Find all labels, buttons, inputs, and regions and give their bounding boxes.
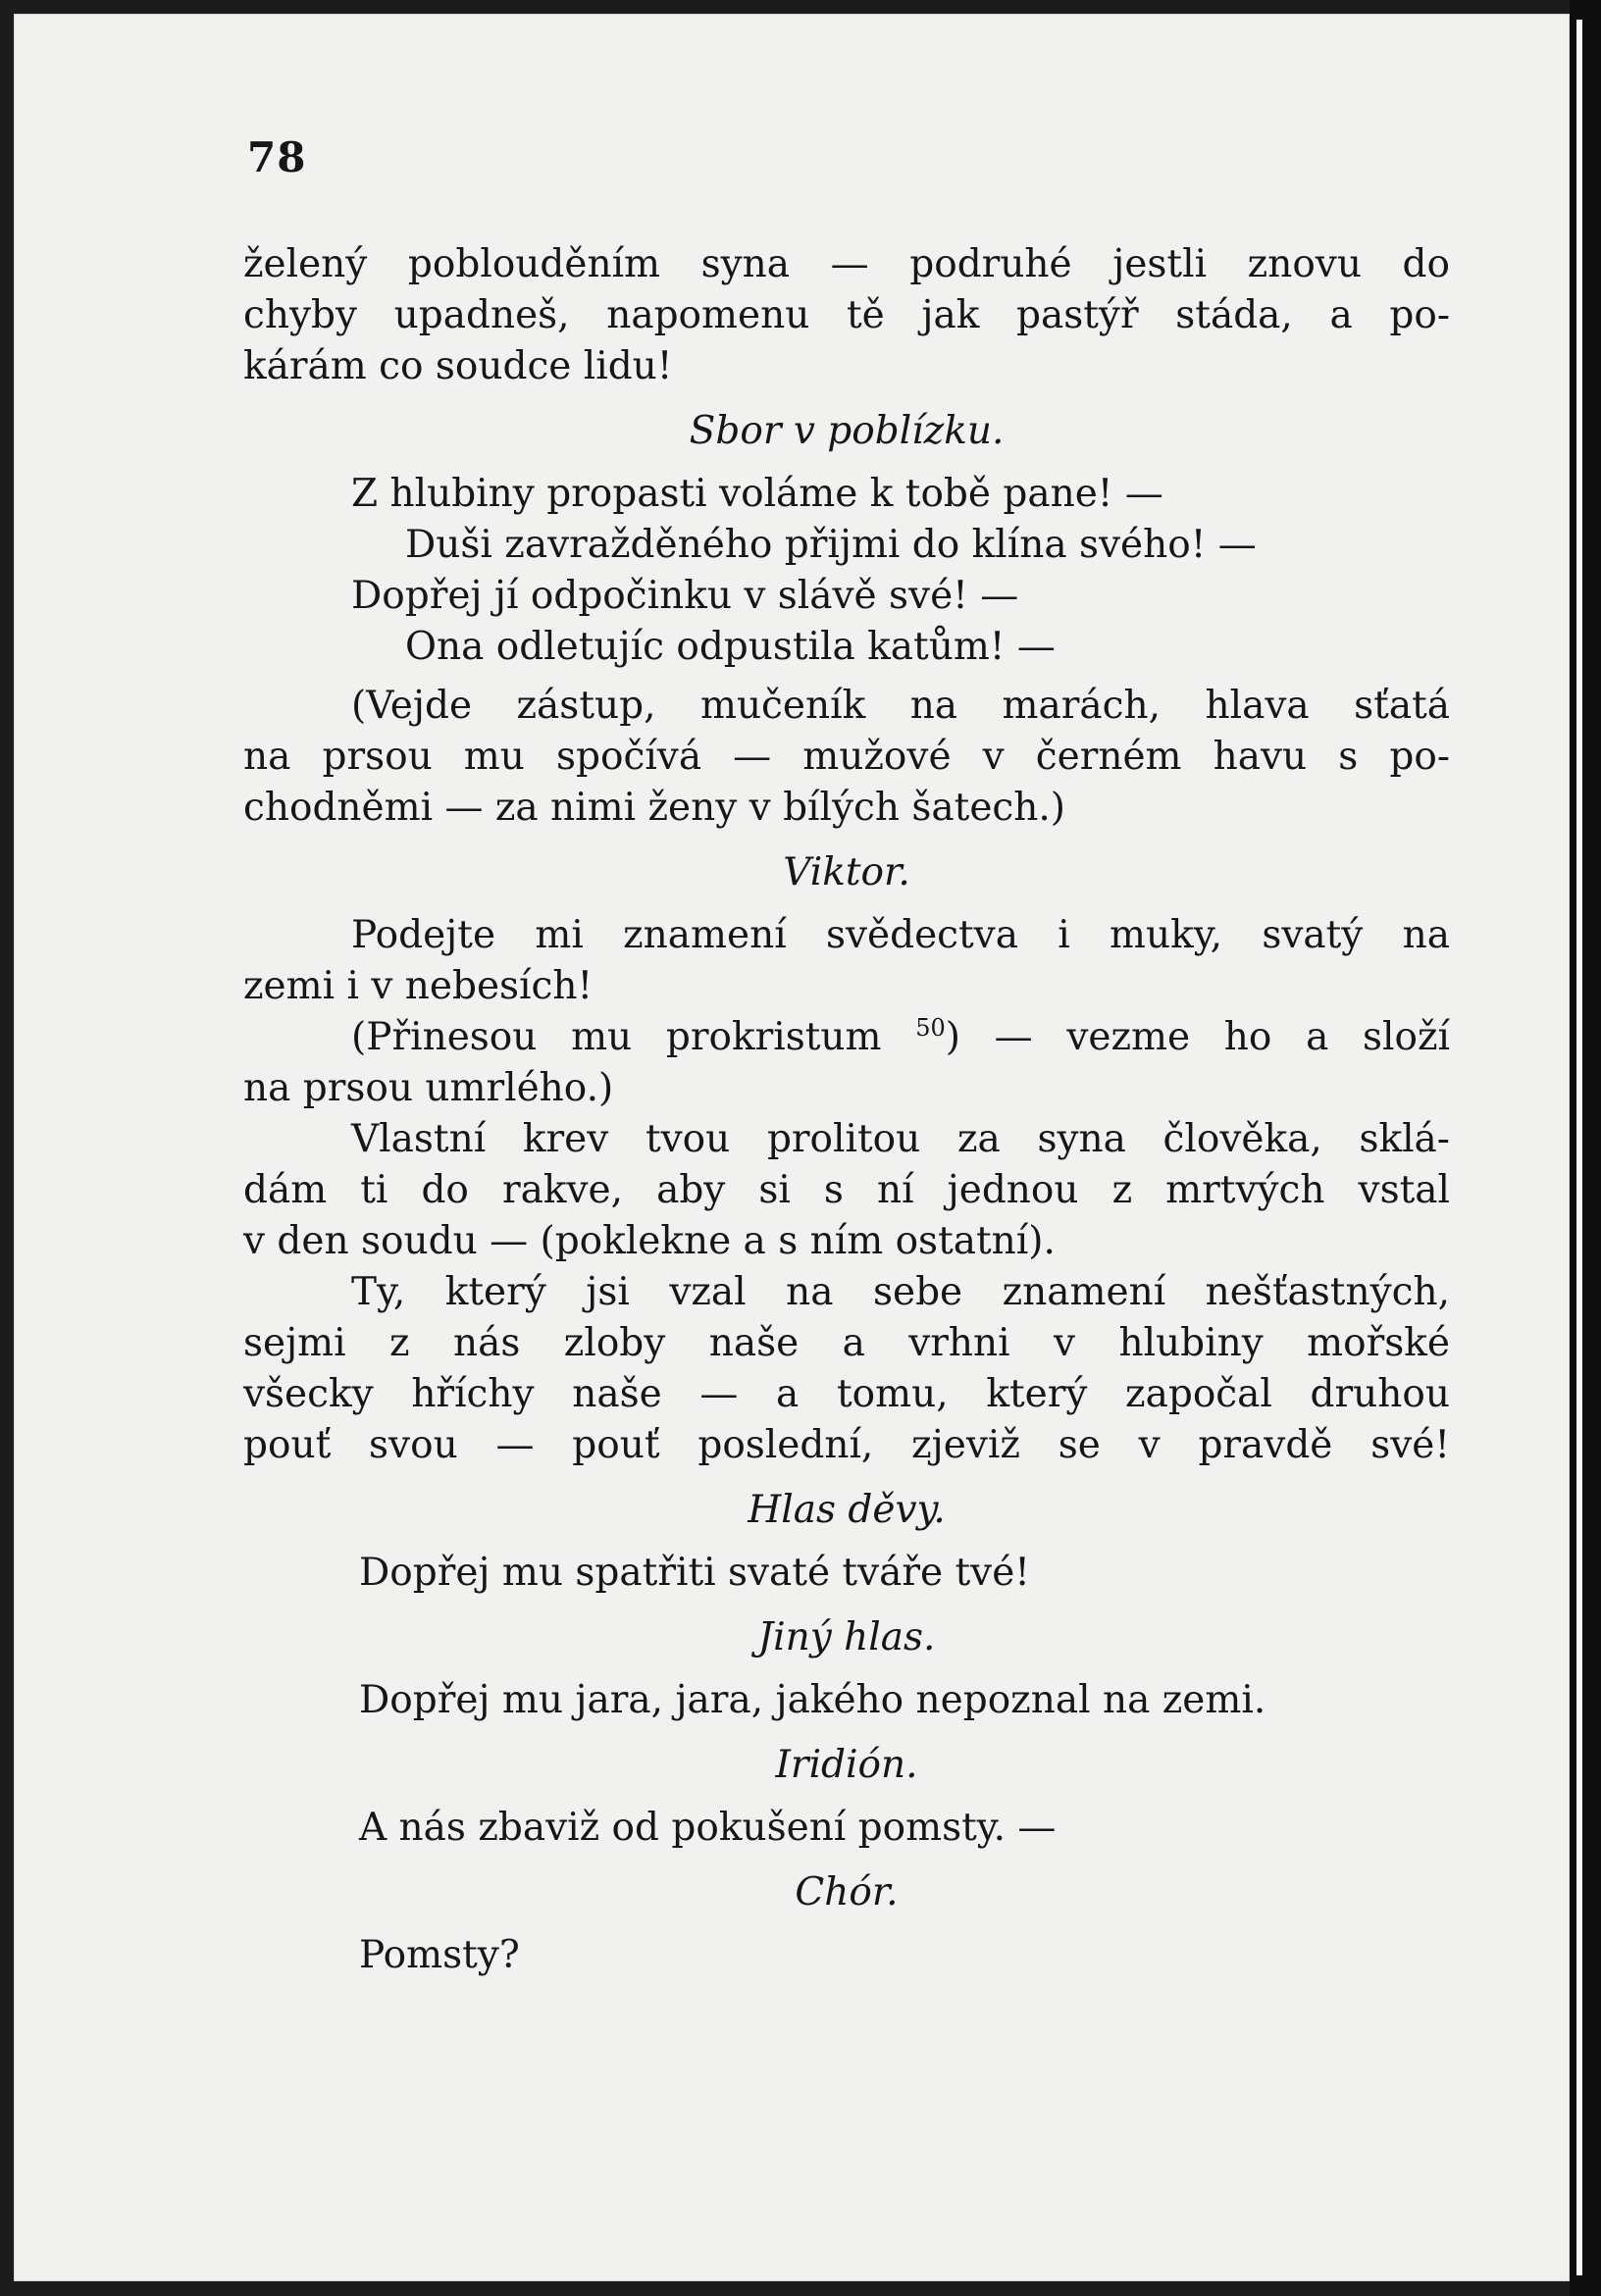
text-line: zemi i v nebesích!: [243, 964, 594, 1008]
verse-line: Ona odletujíc odpustila katům! —: [405, 625, 1056, 669]
text-line: Ty, který jsi vzal na sebe znamení nešťastných,: [351, 1270, 1450, 1314]
book-page: [14, 14, 1570, 2281]
verse-line: A nás zbaviž od pokušení pomsty. —: [359, 1806, 1057, 1850]
verse-line: Dopřej mu spatřiti svaté tváře tvé!: [359, 1551, 1030, 1595]
text-line: pouť svou — pouť poslední, zjeviž se v pravdě své!: [243, 1423, 1450, 1467]
verse-block: [243, 469, 1450, 673]
paragraph: [243, 239, 1450, 392]
text-line: na prsou mu spočívá — mužové v černém havu s po-: [243, 735, 1450, 779]
verse-line: Pomsty?: [359, 1933, 520, 1977]
verse-line: Dopřej mu jara, jara, jakého nepoznal na zemi.: [359, 1678, 1266, 1722]
text-fragment: (Přinesou mu prokristum: [351, 1015, 916, 1059]
text-line: chyby upadneš, napomenu tě jak pastýř stáda, a po-: [243, 293, 1450, 337]
text-line: dám ti do rakve, aby si s ní jednou z mrtvých vstal: [243, 1168, 1450, 1212]
text-line: chodněmi — za nimi ženy v bílých šatech.): [243, 786, 1065, 830]
text-fragment: ) — vezme ho a složí: [945, 1015, 1451, 1059]
scan-edge-stripe: [1576, 20, 1582, 2275]
scan-right-edge: [1570, 0, 1601, 2296]
page-number: 78: [247, 133, 307, 181]
text-line: všecky hříchy naše — a tomu, který započal druhou: [243, 1372, 1450, 1416]
text-line: (Vejde zástup, mučeník na marách, hlava sťatá: [351, 684, 1450, 728]
text-line: Vlastní krev tvou prolitou za syna člověka, sklá-: [351, 1117, 1450, 1161]
verse-line: Duši zavražděného přijmi do klína svého! —: [405, 523, 1257, 567]
paragraph: [243, 1267, 1450, 1471]
speaker-heading: Iridión.: [775, 1743, 918, 1787]
speaker-heading: Jiný hlas.: [757, 1615, 936, 1659]
text-line: želený poblouděním syna — podruhé jestli znovu do: [243, 242, 1450, 286]
paragraph: [243, 681, 1450, 834]
text-line: kárám co soudce lidu!: [243, 344, 673, 388]
speaker-heading: Viktor.: [783, 850, 910, 894]
verse-line: Dopřej jí odpočinku v slávě své! —: [351, 574, 1019, 618]
page-body: [243, 239, 1450, 1981]
text-line: sejmi z nás zloby naše a vrhni v hlubiny mořské: [243, 1321, 1450, 1365]
text-line: [243, 1012, 1450, 1063]
footnote-marker: 50: [915, 1014, 946, 1042]
speaker-heading: Sbor v poblízku.: [689, 409, 1005, 453]
paragraph: [243, 1012, 1450, 1114]
speaker-heading: Hlas děvy.: [748, 1488, 946, 1532]
paragraph: [243, 910, 1450, 1012]
speaker-heading: Chór.: [795, 1870, 899, 1914]
paragraph: [243, 1114, 1450, 1267]
verse-line: Z hlubiny propasti voláme k tobě pane! —: [351, 472, 1163, 516]
text-line: v den soudu — (poklekne a s ním ostatní).: [243, 1219, 1056, 1263]
text-line: na prsou umrlého.): [243, 1066, 614, 1110]
text-line: Podejte mi znamení svědectva i muky, svatý na: [351, 913, 1450, 957]
